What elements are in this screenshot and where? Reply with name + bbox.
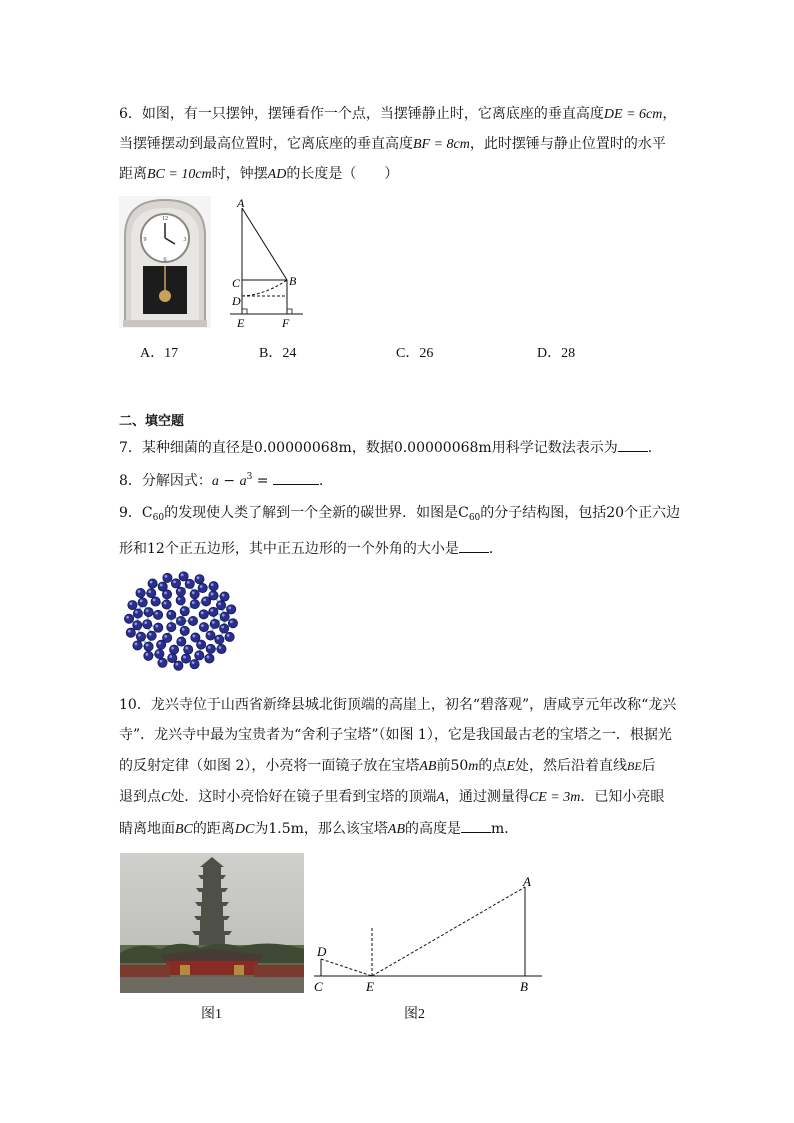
q8-end: ． xyxy=(318,473,333,489)
q9-text: 个正六边 xyxy=(624,505,681,521)
q10-text: 的距离 xyxy=(192,821,235,837)
q10-text: 睛离地面 xyxy=(119,821,175,837)
carbon-atom xyxy=(190,600,199,609)
carbon-atom xyxy=(179,572,188,581)
q6-punct: ， xyxy=(662,106,677,122)
carbon-atom xyxy=(168,653,177,662)
carbon-atom xyxy=(176,587,185,596)
q6-text: 当摆锤摆动到最高位置时，它离底座的垂直高度 xyxy=(119,136,413,152)
q6-text: 的长度是（ ） xyxy=(286,166,399,182)
carbon-atom xyxy=(171,579,180,588)
carbon-atom xyxy=(220,592,229,601)
q8-text: 8．分解因式： xyxy=(119,473,212,489)
carbon-atom xyxy=(209,582,218,591)
carbon-atom xyxy=(158,582,167,591)
carbon-atom xyxy=(190,590,199,599)
carbon-atom xyxy=(133,609,142,618)
reflection-diagram xyxy=(310,868,550,998)
carbon-atom xyxy=(155,649,164,658)
carbon-atom xyxy=(216,601,225,610)
q9-n2: 12 xyxy=(147,541,165,557)
q6-text: ，此时摆锤与静止位置时的水平 xyxy=(469,136,666,152)
carbon-atom xyxy=(177,637,186,646)
q6-text: 距离 xyxy=(119,166,147,182)
carbon-atom xyxy=(206,631,215,640)
q10-bc: BC xyxy=(175,822,193,837)
carbon-atom xyxy=(210,619,219,628)
carbon-atom xyxy=(128,600,137,609)
carbon-atom xyxy=(181,654,190,663)
q10-text: 的反射定律（如图 2），小亮将一面镜子放在宝塔 xyxy=(119,758,420,774)
q10-text: 的高度是 xyxy=(405,821,461,837)
q9-line1 xyxy=(119,503,680,528)
carbon-atom xyxy=(199,610,208,619)
carbon-atom xyxy=(136,632,145,641)
pendulum-clock-image xyxy=(119,196,211,328)
carbon-atom xyxy=(158,658,167,667)
q9-c60-sub: 60 xyxy=(152,513,165,523)
q7-text: 用科学记数法表示为 xyxy=(491,440,618,456)
q10-distance: 50 xyxy=(450,758,469,774)
q10-line3 xyxy=(119,756,656,777)
carbon-atom xyxy=(190,660,199,669)
section-heading: 二、填空题 xyxy=(119,414,185,429)
carbon-atom xyxy=(176,616,185,625)
q6-line2 xyxy=(119,134,666,155)
carbon-atom xyxy=(227,605,236,614)
carbon-atom xyxy=(167,610,176,619)
carbon-atom xyxy=(147,631,156,640)
carbon-atom xyxy=(174,661,183,670)
q10-text: 处，然后沿着直线 xyxy=(514,758,627,774)
carbon-atom xyxy=(144,642,153,651)
q8-exponent: 3 xyxy=(246,472,253,482)
q6-text: 6．如图，有一只摆钟，摆锤看作一个点，当摆锤静止时，它离底座的垂直高度 xyxy=(119,106,604,122)
q8-var: a xyxy=(239,474,247,489)
q10-ce: CE = 3m xyxy=(528,790,581,805)
svg-text:3: 3 xyxy=(183,237,187,243)
carbon-atom xyxy=(169,645,178,654)
carbon-atom xyxy=(220,624,229,633)
q9-n1: 20 xyxy=(606,505,625,521)
q10-ab: AB xyxy=(387,822,405,837)
carbon-atom xyxy=(198,583,207,592)
q10-text: 前 xyxy=(436,758,451,774)
carbon-atom xyxy=(176,596,185,605)
carbon-atom xyxy=(126,628,135,637)
q9-number: 9． xyxy=(119,505,142,521)
carbon-atom xyxy=(144,651,153,660)
q10-text: ，通过测量得 xyxy=(444,789,529,805)
carbon-atom xyxy=(188,616,197,625)
q6-option-d[interactable]: D．28 xyxy=(537,346,576,361)
q9-c60: C xyxy=(141,505,153,521)
q10-line1: 10．龙兴寺位于山西省新绛县城北街顶端的高崖上，初名“碧落观”，唐咸亨元年改称“龙兴 xyxy=(119,697,677,713)
q10-e: E xyxy=(506,759,515,774)
q6-ad: AD xyxy=(267,167,287,182)
q6-option-c[interactable]: C．26 xyxy=(396,346,434,361)
carbon-atom xyxy=(185,579,194,588)
q9-c60: C xyxy=(458,505,469,521)
carbon-atom xyxy=(228,619,237,628)
q10-answer-blank[interactable] xyxy=(461,818,491,833)
carbon-atom xyxy=(157,640,166,649)
q10-line2: 寺”．龙兴寺中最为宝贵者为“舍利子宝塔”（如图 1），它是我国最古老的宝塔之一．根据光 xyxy=(119,727,672,743)
q9-text: 的分子结构图，包括 xyxy=(480,505,607,521)
carbon-atom xyxy=(154,623,163,632)
carbon-atom xyxy=(136,588,145,597)
carbon-atom xyxy=(163,573,172,582)
carbon-atom xyxy=(180,626,189,635)
svg-text:9: 9 xyxy=(143,237,147,243)
fig2-caption: 图2 xyxy=(404,1007,425,1022)
carbon-atom xyxy=(184,645,193,654)
carbon-atom xyxy=(153,610,162,619)
q10-c: C xyxy=(161,790,171,805)
q8-op: = xyxy=(252,473,273,489)
carbon-atom xyxy=(133,641,142,650)
q7-text: 7．某种细菌的直径是 xyxy=(119,440,254,456)
q10-text: 后 xyxy=(641,758,656,774)
carbon-atom xyxy=(209,591,218,600)
q9-c60-sub: 60 xyxy=(468,513,481,523)
svg-text:12: 12 xyxy=(162,216,168,222)
carbon-atom xyxy=(220,612,229,621)
q9-text: 形和 xyxy=(119,541,147,557)
carbon-atom xyxy=(162,600,171,609)
c60-molecule-image xyxy=(119,567,244,675)
carbon-atom xyxy=(144,607,153,616)
carbon-atom xyxy=(225,632,234,641)
label-F: F xyxy=(282,316,290,330)
carbon-atom xyxy=(197,640,206,649)
q10-text: 为 xyxy=(254,821,269,837)
carbon-atom xyxy=(143,620,152,629)
carbon-atom xyxy=(199,622,208,631)
q8 xyxy=(119,467,333,492)
carbon-atom xyxy=(215,635,224,644)
q10-text: 的点 xyxy=(478,758,507,774)
fig2-label-E: E xyxy=(366,979,374,994)
fig2-label-C: C xyxy=(314,979,323,994)
q10-ab: AB xyxy=(419,759,437,774)
q9-text: 的发现使人类了解到一个全新的碳世界．如图是 xyxy=(164,505,459,521)
q10-dc: DC xyxy=(234,822,255,837)
carbon-atom xyxy=(217,644,226,653)
carbon-atom xyxy=(138,598,147,607)
q7-text: ，数据 xyxy=(351,440,394,456)
fig2-label-A: A xyxy=(523,874,531,889)
q7-number: 0.00000068m xyxy=(393,440,492,456)
q9-answer-blank[interactable] xyxy=(459,538,489,553)
q10-text: ．已知小亮眼 xyxy=(580,789,665,805)
q8-answer-blank[interactable] xyxy=(273,470,319,485)
q10-unit: m xyxy=(468,759,479,774)
carbon-atom xyxy=(147,589,156,598)
q7 xyxy=(119,437,662,458)
fig1-caption: 图1 xyxy=(201,1007,222,1022)
carbon-atom xyxy=(167,622,176,631)
q10-a: A xyxy=(436,790,445,805)
carbon-atom xyxy=(206,644,215,653)
q10-line4 xyxy=(119,787,664,808)
fig2-label-B: B xyxy=(520,979,528,994)
q6-bc-value: BC = 10cm xyxy=(147,167,212,182)
q10-text: m． xyxy=(491,821,519,837)
carbon-atom xyxy=(124,614,133,623)
q6-text: 时，钟摆 xyxy=(211,166,268,182)
carbon-atom xyxy=(133,621,142,630)
q7-end: ． xyxy=(647,440,662,456)
q10-text: 处．这时小亮恰好在镜子里看到宝塔的顶端 xyxy=(170,789,437,805)
q6-option-b[interactable]: B．24 xyxy=(259,346,297,361)
label-B: B xyxy=(289,274,297,288)
q6-line1 xyxy=(119,104,676,125)
carbon-atom xyxy=(195,575,204,584)
q8-var: a xyxy=(211,474,219,489)
label-E: E xyxy=(237,316,245,330)
carbon-atom xyxy=(209,607,218,616)
label-A: A xyxy=(237,196,245,210)
q7-number: 0.00000068m xyxy=(253,440,352,456)
q6-de-value: DE = 6cm xyxy=(603,107,663,122)
q9-line2 xyxy=(119,538,503,559)
carbon-atom xyxy=(205,654,214,663)
carbon-atom xyxy=(148,579,157,588)
q6-bf-value: BF = 8cm xyxy=(413,137,470,152)
fig2-label-D: D xyxy=(317,944,327,959)
carbon-atom xyxy=(195,651,204,660)
q7-answer-blank[interactable] xyxy=(618,437,648,452)
q6-line3 xyxy=(119,164,398,185)
svg-text:6: 6 xyxy=(163,257,167,263)
carbon-atom xyxy=(151,597,160,606)
q9-text: 个正五边形，其中正五边形的一个外角的大小是 xyxy=(164,541,459,557)
label-D: D xyxy=(232,294,241,308)
pagoda-photo xyxy=(120,853,304,993)
q10-text: 退到点 xyxy=(119,789,161,805)
q10-text: ，那么该宝塔 xyxy=(303,821,388,837)
q9-end: ． xyxy=(488,541,503,557)
label-C: C xyxy=(232,276,241,290)
q6-geometry-diagram xyxy=(225,195,310,330)
q8-op: − xyxy=(218,473,240,489)
carbon-atom xyxy=(180,607,189,616)
q10-line5 xyxy=(119,818,518,840)
q10-height: 1.5m xyxy=(268,821,304,837)
q6-option-a[interactable]: A．17 xyxy=(140,346,179,361)
q10-be: BE xyxy=(626,759,642,773)
